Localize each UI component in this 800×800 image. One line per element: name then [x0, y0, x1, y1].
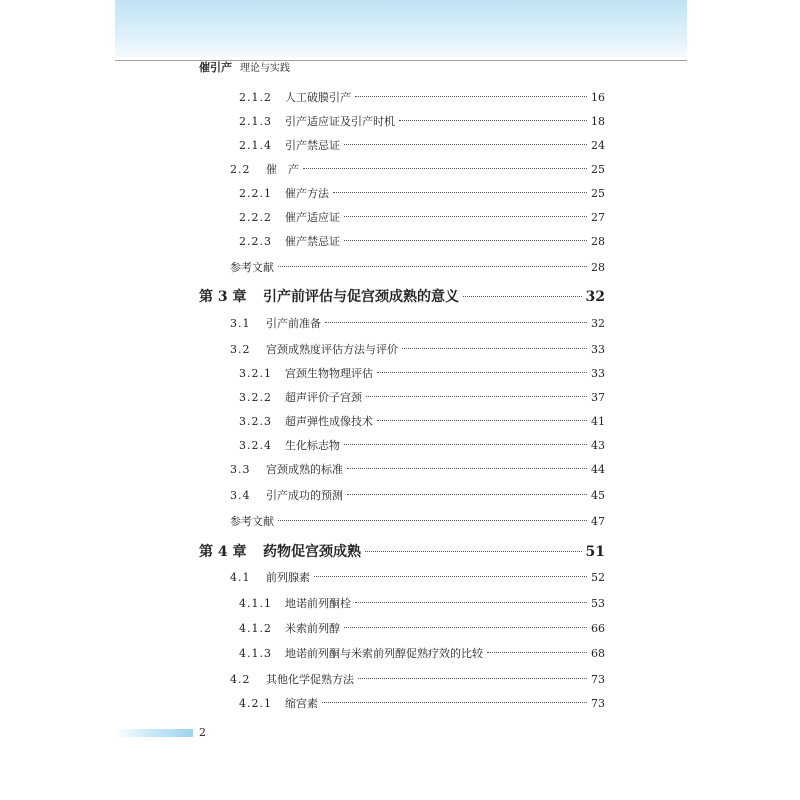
toc-entry-row: [230, 160, 605, 180]
toc-entry-number: 4.2.1: [239, 697, 272, 710]
toc-entry-number: 2.1.3: [239, 115, 272, 128]
toc-entry-row: [239, 136, 605, 156]
toc-entry-title: 催 产: [266, 163, 299, 176]
toc-entry-row: [230, 670, 605, 690]
toc-entry-title: 超声弹性成像技术: [285, 415, 373, 428]
toc-entry-page: 43: [591, 439, 605, 452]
toc-entry-number: 第 4 章: [199, 544, 247, 560]
toc-entry-title: 人工破膜引产: [285, 91, 351, 104]
toc-entry-title: 引产成功的预测: [266, 489, 343, 502]
book-subtitle: 理论与实践: [240, 63, 290, 74]
toc-entry-number: 4.1.3: [239, 647, 272, 660]
toc-entry-title: 缩宫素: [285, 697, 318, 710]
toc-dot-leader: [487, 651, 587, 653]
toc-chapter-row: [199, 286, 605, 308]
toc-chapter-row: [199, 541, 605, 563]
toc-entry-title: 参考文献: [230, 515, 274, 528]
toc-entry-row: [230, 258, 605, 278]
toc-entry-page: 51: [585, 544, 605, 560]
toc-dot-leader: [355, 95, 587, 97]
toc-entry-number: 2.1.4: [239, 139, 272, 152]
toc-entry-number: 4.1.1: [239, 597, 272, 610]
toc-entry-title: 宫颈成熟度评估方法与评价: [266, 343, 398, 356]
toc-entry-page: 25: [591, 163, 605, 176]
toc-entry-title: 催产适应证: [285, 211, 340, 224]
toc-entry-row: [239, 112, 605, 132]
toc-entry-title: 地诺前列酮与米索前列醇促熟疗效的比较: [285, 647, 483, 660]
toc-dot-leader: [344, 143, 587, 145]
toc-entry-number: 3.2.1: [239, 367, 272, 380]
toc-dot-leader: [377, 419, 587, 421]
toc-entry-number: 2.2: [230, 163, 251, 176]
toc-dot-leader: [344, 215, 587, 217]
toc-dot-leader: [303, 167, 587, 169]
toc-entry-title: 宫颈生物物理评估: [285, 367, 373, 380]
toc-entry-row: [239, 208, 605, 228]
toc-entry-page: 44: [591, 463, 605, 476]
toc-entry-page: 25: [591, 187, 605, 200]
toc-entry-row: [239, 436, 605, 456]
toc-entry-title: 宫颈成熟的标准: [266, 463, 343, 476]
toc-entry-number: 3.2: [230, 343, 251, 356]
toc-dot-leader: [278, 519, 587, 521]
toc-entry-row: [239, 594, 605, 614]
toc-entry-number: 第 3 章: [199, 289, 247, 305]
toc-entry-row: [230, 340, 605, 360]
toc-entry-page: 45: [591, 489, 605, 502]
toc-entry-title: 引产前评估与促宫颈成熟的意义: [263, 289, 459, 305]
toc-entry-number: 4.1: [230, 571, 251, 584]
toc-entry-page: 52: [591, 571, 605, 584]
toc-entry-row: [239, 232, 605, 252]
toc-dot-leader: [322, 701, 587, 703]
toc-dot-leader: [278, 265, 587, 267]
page-number: 2: [199, 726, 206, 739]
toc-entry-number: 2.2.1: [239, 187, 272, 200]
toc-dot-leader: [347, 493, 587, 495]
toc-entry-page: 73: [591, 673, 605, 686]
toc-entry-number: 2.2.3: [239, 235, 272, 248]
toc-entry-number: 3.3: [230, 463, 251, 476]
toc-entry-row: [230, 486, 605, 506]
toc-entry-page: 37: [591, 391, 605, 404]
toc-entry-page: 18: [591, 115, 605, 128]
toc-entry-title: 米索前列醇: [285, 622, 340, 635]
toc-entry-number: 2.1.2: [239, 91, 272, 104]
toc-entry-page: 16: [591, 91, 605, 104]
toc-entry-page: 68: [591, 647, 605, 660]
toc-entry-title: 引产适应证及引产时机: [285, 115, 395, 128]
toc-entry-row: [239, 644, 605, 664]
toc-entry-row: [230, 568, 605, 588]
toc-dot-leader: [347, 467, 587, 469]
toc-entry-number: 3.2.3: [239, 415, 272, 428]
toc-dot-leader: [333, 191, 587, 193]
toc-dot-leader: [463, 295, 582, 297]
toc-dot-leader: [314, 575, 587, 577]
toc-entry-row: [239, 364, 605, 384]
toc-entry-page: 32: [591, 317, 605, 330]
toc-entry-row: [230, 460, 605, 480]
toc-entry-number: 3.1: [230, 317, 251, 330]
toc-dot-leader: [402, 347, 587, 349]
toc-entry-row: [239, 88, 605, 108]
toc-entry-title: 催产方法: [285, 187, 329, 200]
toc-entry-row: [239, 619, 605, 639]
toc-entry-page: 73: [591, 697, 605, 710]
toc-entry-title: 药物促宫颈成熟: [263, 544, 361, 560]
toc-entry-page: 28: [591, 235, 605, 248]
toc-entry-row: [239, 388, 605, 408]
toc-entry-page: 32: [585, 289, 605, 305]
toc-entry-title: 超声评价子宫颈: [285, 391, 362, 404]
toc-entry-number: 3.2.2: [239, 391, 272, 404]
toc-entry-number: 3.4: [230, 489, 251, 502]
toc-entry-row: [230, 512, 605, 532]
footer-color-bar: [115, 729, 193, 737]
toc-entry-row: [239, 184, 605, 204]
toc-entry-page: 24: [591, 139, 605, 152]
toc-entry-row: [230, 314, 605, 334]
toc-entry-page: 47: [591, 515, 605, 528]
toc-dot-leader: [365, 550, 582, 552]
toc-dot-leader: [366, 395, 587, 397]
toc-entry-row: [239, 694, 605, 714]
toc-dot-leader: [355, 601, 587, 603]
toc-entry-page: 27: [591, 211, 605, 224]
book-title: 催引产: [199, 61, 232, 74]
toc-entry-number: 4.2: [230, 673, 251, 686]
toc-entry-page: 53: [591, 597, 605, 610]
toc-dot-leader: [344, 239, 587, 241]
toc-entry-title: 其他化学促熟方法: [266, 673, 354, 686]
toc-entry-title: 引产禁忌证: [285, 139, 340, 152]
toc-entry-title: 前列腺素: [266, 571, 310, 584]
toc-dot-leader: [344, 443, 587, 445]
toc-dot-leader: [358, 677, 587, 679]
toc-entry-page: 33: [591, 367, 605, 380]
toc-entry-title: 生化标志物: [285, 439, 340, 452]
toc-dot-leader: [344, 626, 587, 628]
toc-entry-title: 参考文献: [230, 261, 274, 274]
toc-entry-number: 4.1.2: [239, 622, 272, 635]
toc-entry-page: 28: [591, 261, 605, 274]
toc-entry-title: 引产前准备: [266, 317, 321, 330]
toc-entry-page: 33: [591, 343, 605, 356]
toc-entry-row: [239, 412, 605, 432]
toc-entry-page: 66: [591, 622, 605, 635]
toc-entry-title: 地诺前列酮栓: [285, 597, 351, 610]
toc-entry-page: 41: [591, 415, 605, 428]
toc-entry-number: 2.2.2: [239, 211, 272, 224]
toc-dot-leader: [325, 321, 587, 323]
toc-dot-leader: [399, 119, 587, 121]
toc-dot-leader: [377, 371, 587, 373]
toc-entry-title: 催产禁忌证: [285, 235, 340, 248]
toc-entry-number: 3.2.4: [239, 439, 272, 452]
